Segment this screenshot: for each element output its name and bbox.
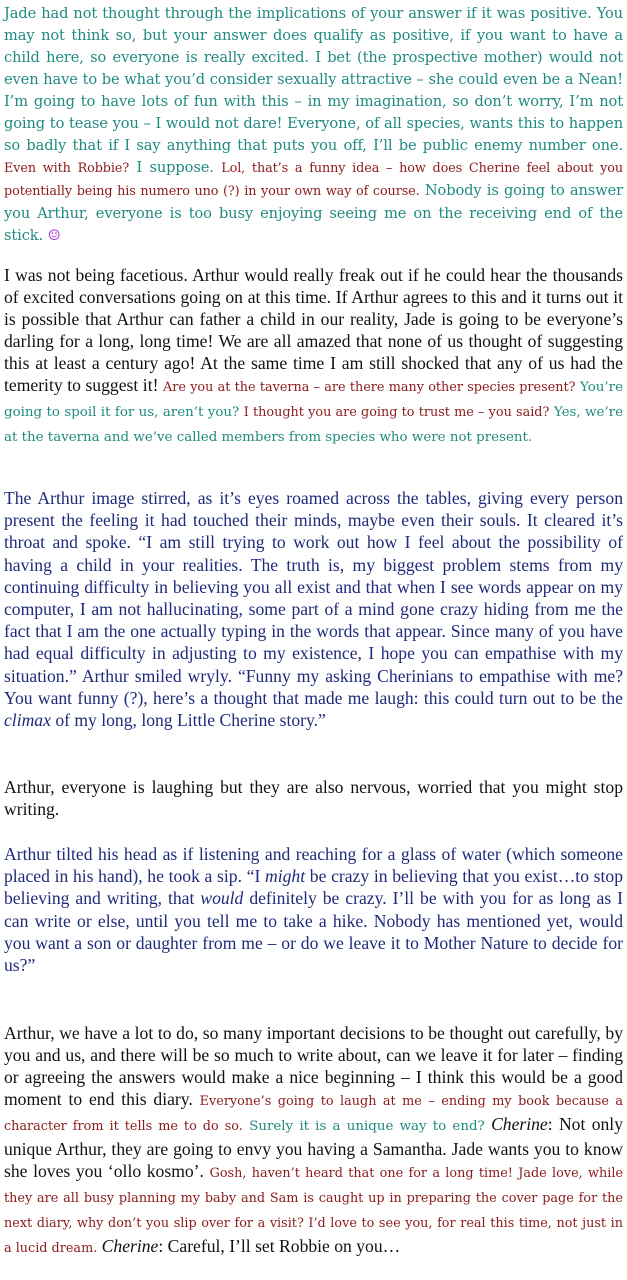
speaker-label: Cherine	[101, 1236, 159, 1256]
text-segment-jade: You’re going to spoil it for us, aren’t you?	[4, 380, 623, 420]
emphasis: would	[200, 888, 244, 909]
paragraph-arthur-tilted	[4, 843, 623, 976]
text-segment-jade: Surely it is a unique way to end?	[249, 1119, 485, 1134]
text-segment: Arthur, everyone is laughing but they are also nervous, worried that you might stop writing.	[4, 777, 623, 819]
text-segment-author: I thought you are going to trust me – you said?	[243, 405, 550, 420]
text-segment: The Arthur image stirred, as it’s eyes roamed across the tables, giving every person present the feeling it had touched their minds, maybe even their souls. It cleared it’s throat and spoke. “I am still trying to work out how I feel about the possibility of having a child in your realities. The truth is, my biggest problem stems from my continuing difficulty in believing you all exist and that when I see words appear on my computer, I am not hallucinating, some part of a mind gone crazy hiding from me the fact that I am the one actually typing in the words that appear. Since many of you have had equal difficulty in adjusting to my existence, I hope you can empathise with my situation.” Arthur smiled wryly. “Funny my asking Cherinians to empathise with me? You want funny (?), here’s a thought that made me laugh: this could turn out to be the	[4, 488, 623, 708]
text-segment: Jade had not thought through the implications of your answer if it was positive. You may not think so, but your answer does qualify as positive, if you want to have a child here, so everyone is really excited. I bet (the prospective mother) would not even have to be what you’d consider sexually attractive – she could even be a Nean! I’m going to have lots of fun with this – in my imagination, so don’t worry, I’m not going to tease you – I would not dare! Everyone, of all species, wants this to happen so badly that if I say anything that puts you off, I’ll be public enemy number one.	[4, 5, 623, 154]
paragraph-jade-excited	[4, 3, 623, 247]
paragraph-not-facetious	[4, 264, 623, 449]
text-segment-author: Gosh, haven’t heard that one for a long time! Jade love, while they are all busy planning my baby and Sam is caught up in preparing the cover page for the next diary, why don’t you slip over for a visit? I’d love to see you, for real this time, not just in a lucid dream.	[4, 1166, 623, 1256]
text-segment: I was not being facetious. Arthur would really freak out if he could hear the thousands of excited conversations going on at this time. If Arthur agrees to this and it turns out it is possible that Arthur can father a child in our reality, Jade is going to be everyone’s darling for a long, long time! We are all amazed that none of us thought of suggesting this at least a century ago! At the same time I am still shocked that any of us had the temerity to suggest it!	[4, 265, 623, 395]
text-segment: : Careful, I’ll set Robbie on you…	[158, 1236, 401, 1256]
text-segment: be crazy in believing that you exist…to stop believing and writing, that	[4, 866, 623, 909]
text-segment: : Not only unique Arthur, they are going to envy you having a Samantha. Jade wants you to know she loves you ‘ollo kosmo’.	[4, 1114, 623, 1181]
emphasis: might	[265, 866, 306, 887]
text-segment: I suppose.	[136, 159, 214, 176]
text-segment: Nobody is going to answer you Arthur, everyone is too busy enjoying seeing me on the receiving end of the stick.	[4, 182, 623, 244]
paragraph-arthur-image	[4, 487, 623, 731]
smiley-icon: ☺	[47, 227, 61, 244]
text-segment: Arthur, we have a lot to do, so many important decisions to be thought out carefully, by you and us, and there will be so much to write about, can we leave it for later – finding or agreeing the answers would make a nice beginning – I think this would be a good moment to end this diary.	[4, 1023, 623, 1109]
text-segment: definitely be crazy. I’ll be with you for as long as I can write or else, until you tell me to take a hike. Nobody has mentioned yet, would you want a son or daughter from me – or do we leave it to Mother Nature to decide for us?”	[4, 888, 624, 976]
text-segment-jade: Yes, we’re at the taverna and we’ve called members from species who were not present.	[4, 405, 624, 445]
text-segment-author: Lol, that’s a funny idea – how does Cherine feel about you potentially being his numero uno (?) in your own way of course.	[4, 161, 624, 199]
text-segment-author: Even with Robbie?	[4, 161, 130, 176]
text-segment: of my long, long Little Cherine story.”	[55, 710, 326, 731]
text-segment-author: Everyone’s going to laugh at me – ending my book because a character from it tells me to do so.	[4, 1094, 624, 1134]
text-segment: Arthur tilted his head as if listening and reaching for a glass of water (which someone placed in his hand), he took a sip. “I	[4, 844, 623, 887]
speaker-label: Cherine	[491, 1114, 548, 1134]
paragraph-end-diary	[4, 1022, 623, 1260]
text-segment-author: Are you at the taverna – are there many other species present?	[163, 380, 576, 395]
emphasis: climax	[4, 710, 51, 731]
paragraph-everyone-laughing	[4, 776, 623, 820]
